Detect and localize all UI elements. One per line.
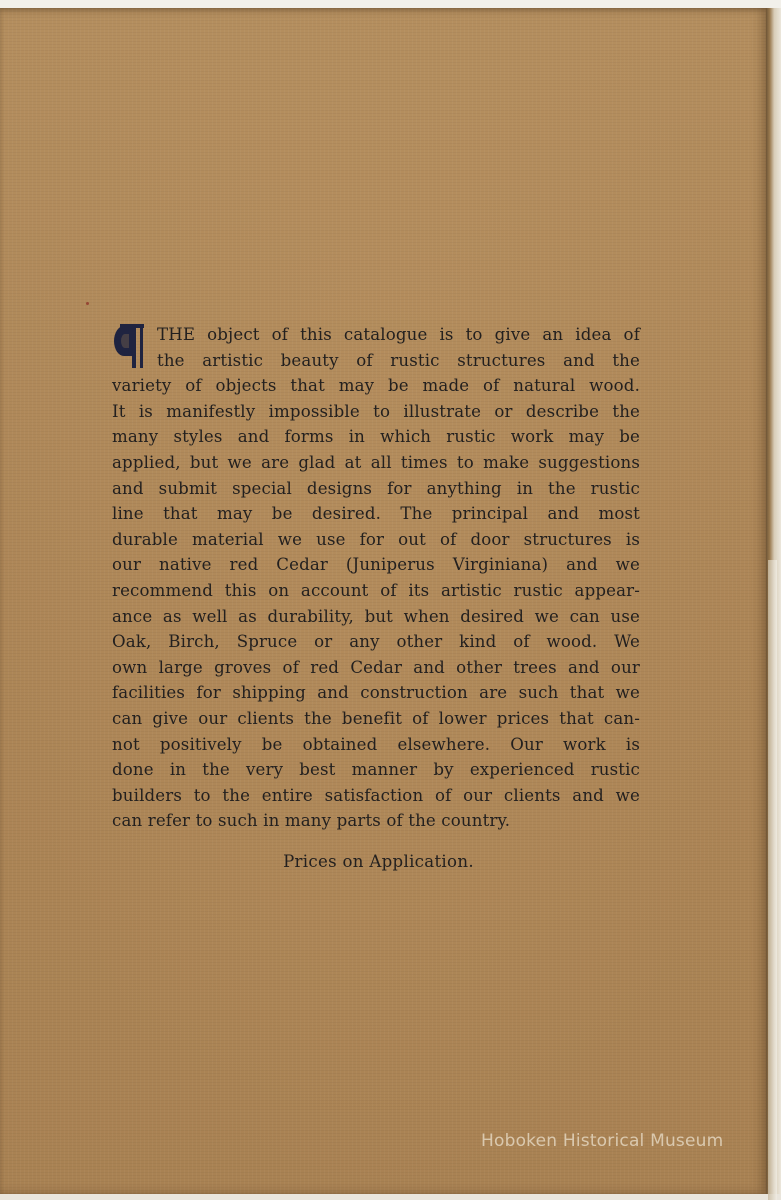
paragraph-line-3: variety of objects that may be made of natural wood. [112, 376, 640, 396]
paragraph-line-16: can give our clients the benefit of lower prices that can- [112, 708, 640, 728]
paragraph-line-8: line that may be desired. The principal and most [112, 504, 640, 524]
paragraph-line-18: done in the very best manner by experienced rustic [112, 760, 640, 780]
paragraph-line-14: own large groves of red Cedar and other trees and our [112, 657, 640, 677]
catalogue-paragraph [112, 322, 640, 834]
paragraph-line-12: ance as well as durability, but when desired we can use [112, 606, 640, 626]
paragraph-line-1: THE object of this catalogue is to give an idea of [157, 325, 640, 344]
closing-line-text: Prices on Application. [283, 852, 474, 871]
museum-watermark: Hoboken Historical Museum [481, 1131, 724, 1151]
paragraph-line-2: the artistic beauty of rustic structures and the [157, 350, 640, 370]
paragraph-line-10: our native red Cedar (Juniperus Virginiana) and we [112, 555, 640, 575]
paragraph-line-7: and submit special designs for anything in the rustic [112, 478, 640, 498]
paragraph-line-9: durable material we use for out of door structures is [112, 529, 640, 549]
paragraph-line-6: applied, but we are glad at all times to make suggestions [112, 452, 640, 472]
paragraph-line-4: It is manifestly impossible to illustrate or describe the [112, 401, 640, 421]
paragraph-line-20: can refer to such in many parts of the country. [112, 811, 511, 831]
paper-speck [86, 302, 89, 305]
paragraph-line-19: builders to the entire satisfaction of our clients and we [112, 785, 640, 805]
paragraph-line-5: many styles and forms in which rustic work may be [112, 427, 640, 447]
page-edge-inner [768, 560, 777, 1200]
paragraph-line-15: facilities for shipping and construction are such that we [112, 683, 640, 703]
paragraph-line-11: recommend this on account of its artistic rustic appear- [112, 580, 640, 600]
paragraph-line-17: not positively be obtained elsewhere. Our work is [112, 734, 640, 754]
prices-on-application [0, 852, 757, 871]
paragraph-line-13: Oak, Birch, Spruce or any other kind of wood. We [112, 632, 640, 652]
